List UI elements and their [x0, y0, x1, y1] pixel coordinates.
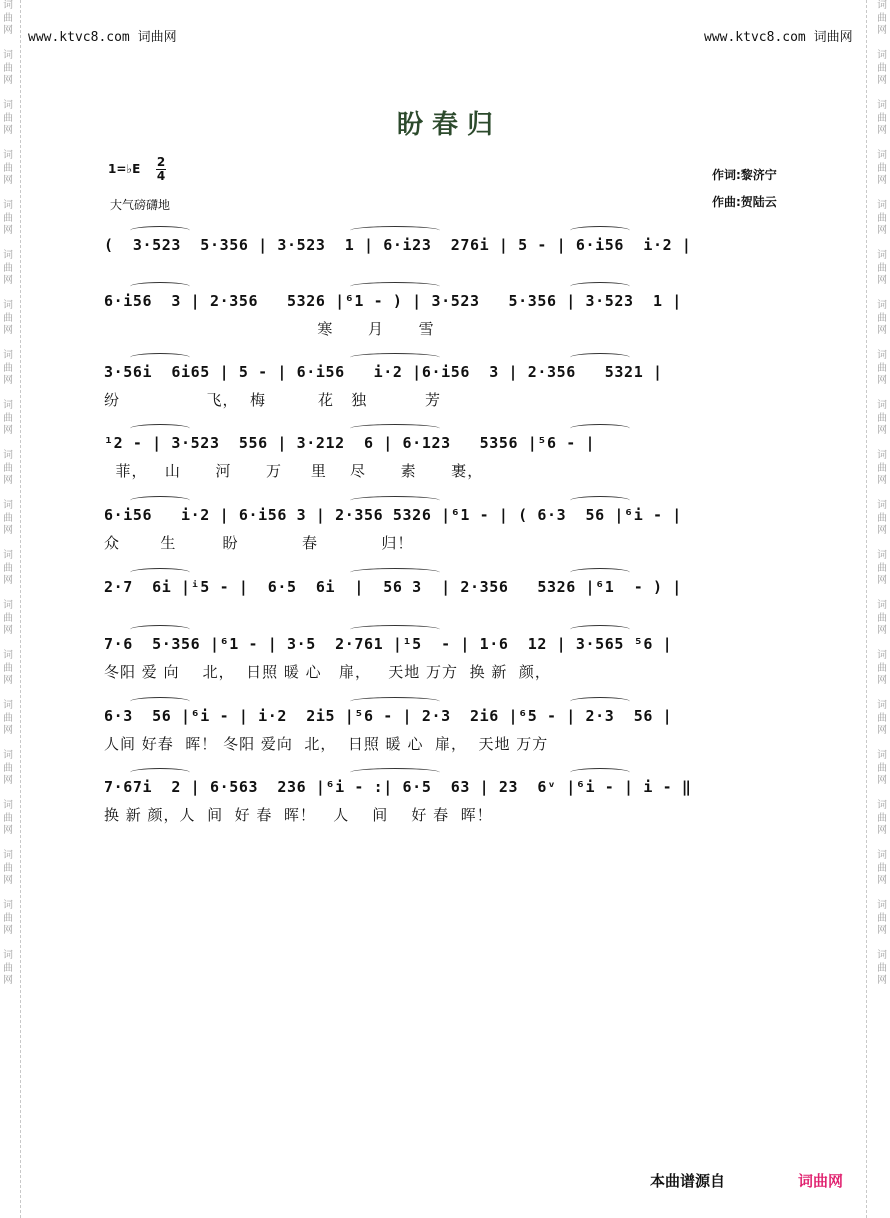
slur-mark: [350, 768, 440, 777]
slur-mark: [130, 768, 190, 777]
score-line: 3·56i 6i65 | 5 - | 6·i56 i·2 |6·i56 3 | 2·356 5321 |: [104, 363, 663, 381]
slur-mark: [350, 568, 440, 577]
score-line: ( 3·523 5·356 | 3·523 1 | 6·i23 276i | 5 - | 6·i56 i·2 |: [104, 236, 692, 254]
lyric-line: 菲， 山 河 万 里 尽 素 裹，: [104, 462, 484, 480]
right-margin-watermark: 词 曲 网 词 曲 网 词 曲 网 词 曲 网 词 曲 网 词 曲 网 词 曲 网 词 曲 网 词 曲 网 词 曲 网 词 曲 网 词 曲 网 词 曲 网 词 曲 网 词 曲 网 词 曲 网 词 曲 网 词 曲 网 词 曲 网 词 曲 网: [877, 0, 887, 986]
slur-mark: [350, 353, 440, 362]
slur-mark: [350, 226, 440, 235]
slur-mark: [570, 282, 630, 291]
score-line: 6·i56 i·2 | 6·i56 3 | 2·356 5326 |⁶1 - | ( 6·3 56 |⁶i - |: [104, 506, 682, 524]
score-line: 6·i56 3 | 2·356 5326 |⁶1 - ) | 3·523 5·356 | 3·523 1 |: [104, 292, 682, 310]
score-line: 6·3 56 |⁶i - | i·2 2i5 |⁵6 - | 2·3 2i6 |⁶5 - | 2·3 56 |: [104, 707, 673, 725]
slur-mark: [130, 496, 190, 505]
slur-mark: [130, 568, 190, 577]
slur-mark: [350, 282, 440, 291]
score-line: 7·67i 2 | 6·563 236 |⁶i - :| 6·5 63 | 23 6ᵛ |⁶i - | i - ‖: [104, 778, 692, 796]
song-title: 盼 春 归: [396, 110, 494, 140]
header-left-url: www.ktvc8.com 词曲网: [28, 30, 177, 45]
composer-credit: 作曲:贺陆云: [712, 195, 777, 209]
slur-mark: [570, 625, 630, 634]
score-line: 7·6 5·356 |⁶1 - | 3·5 2·761 |¹5 - | 1·6 12 | 3·565 ⁵6 |: [104, 635, 673, 653]
time-signature-bottom: 4: [156, 169, 166, 183]
lyric-line: 纷 飞， 梅 花 独 芳: [104, 391, 441, 409]
left-margin-divider: [20, 0, 21, 1218]
left-margin-watermark: 词 曲 网 词 曲 网 词 曲 网 词 曲 网 词 曲 网 词 曲 网 词 曲 网 词 曲 网 词 曲 网 词 曲 网 词 曲 网 词 曲 网 词 曲 网 词 曲 网 词 曲 网 词 曲 网 词 曲 网 词 曲 网 词 曲 网 词 曲 网: [3, 0, 13, 986]
footer-source-label: 本曲谱源自: [650, 1172, 726, 1190]
slur-mark: [350, 496, 440, 505]
time-signature-top: 2: [156, 155, 166, 169]
slur-mark: [570, 226, 630, 235]
slur-mark: [130, 282, 190, 291]
slur-mark: [350, 625, 440, 634]
slur-mark: [570, 496, 630, 505]
slur-mark: [570, 568, 630, 577]
slur-mark: [130, 625, 190, 634]
slur-mark: [130, 226, 190, 235]
score-line: ¹2 - | 3·523 556 | 3·212 6 | 6·123 5356 |⁵6 - |: [104, 434, 596, 452]
lyric-line: 人间 好春 晖！ 冬阳 爱向 北， 日照 暖 心 扉， 天地 万方: [104, 735, 549, 753]
lyric-line: 冬阳 爱 向 北， 日照 暖 心 扉， 天地 万方 换 新 颜，: [104, 663, 551, 681]
slur-mark: [570, 768, 630, 777]
slur-mark: [130, 424, 190, 433]
lyric-line: 众 生 盼 春 归！: [104, 534, 414, 552]
score-line: 2·7 6i |ⁱ5 - | 6·5 6i | 56 3 | 2·356 5326 |⁶1 - ) |: [104, 578, 682, 596]
footer-brand-logo: 词曲网: [798, 1172, 844, 1190]
tempo-marking: 大气磅礴地: [110, 198, 171, 212]
slur-mark: [350, 424, 440, 433]
lyricist-credit: 作词:黎济宁: [712, 168, 777, 182]
slur-mark: [130, 697, 190, 706]
slur-mark: [130, 353, 190, 362]
time-signature: [156, 156, 166, 183]
lyric-line: 寒 月 雪: [104, 320, 435, 338]
right-margin-divider: [866, 0, 867, 1218]
slur-mark: [570, 353, 630, 362]
key-signature: 1=♭E: [108, 162, 141, 176]
slur-mark: [570, 697, 630, 706]
slur-mark: [570, 424, 630, 433]
header-right-url: www.ktvc8.com 词曲网: [704, 30, 853, 45]
lyric-line: 换 新 颜，人 间 好 春 晖！ 人 间 好 春 晖！: [104, 806, 493, 824]
slur-mark: [350, 697, 440, 706]
